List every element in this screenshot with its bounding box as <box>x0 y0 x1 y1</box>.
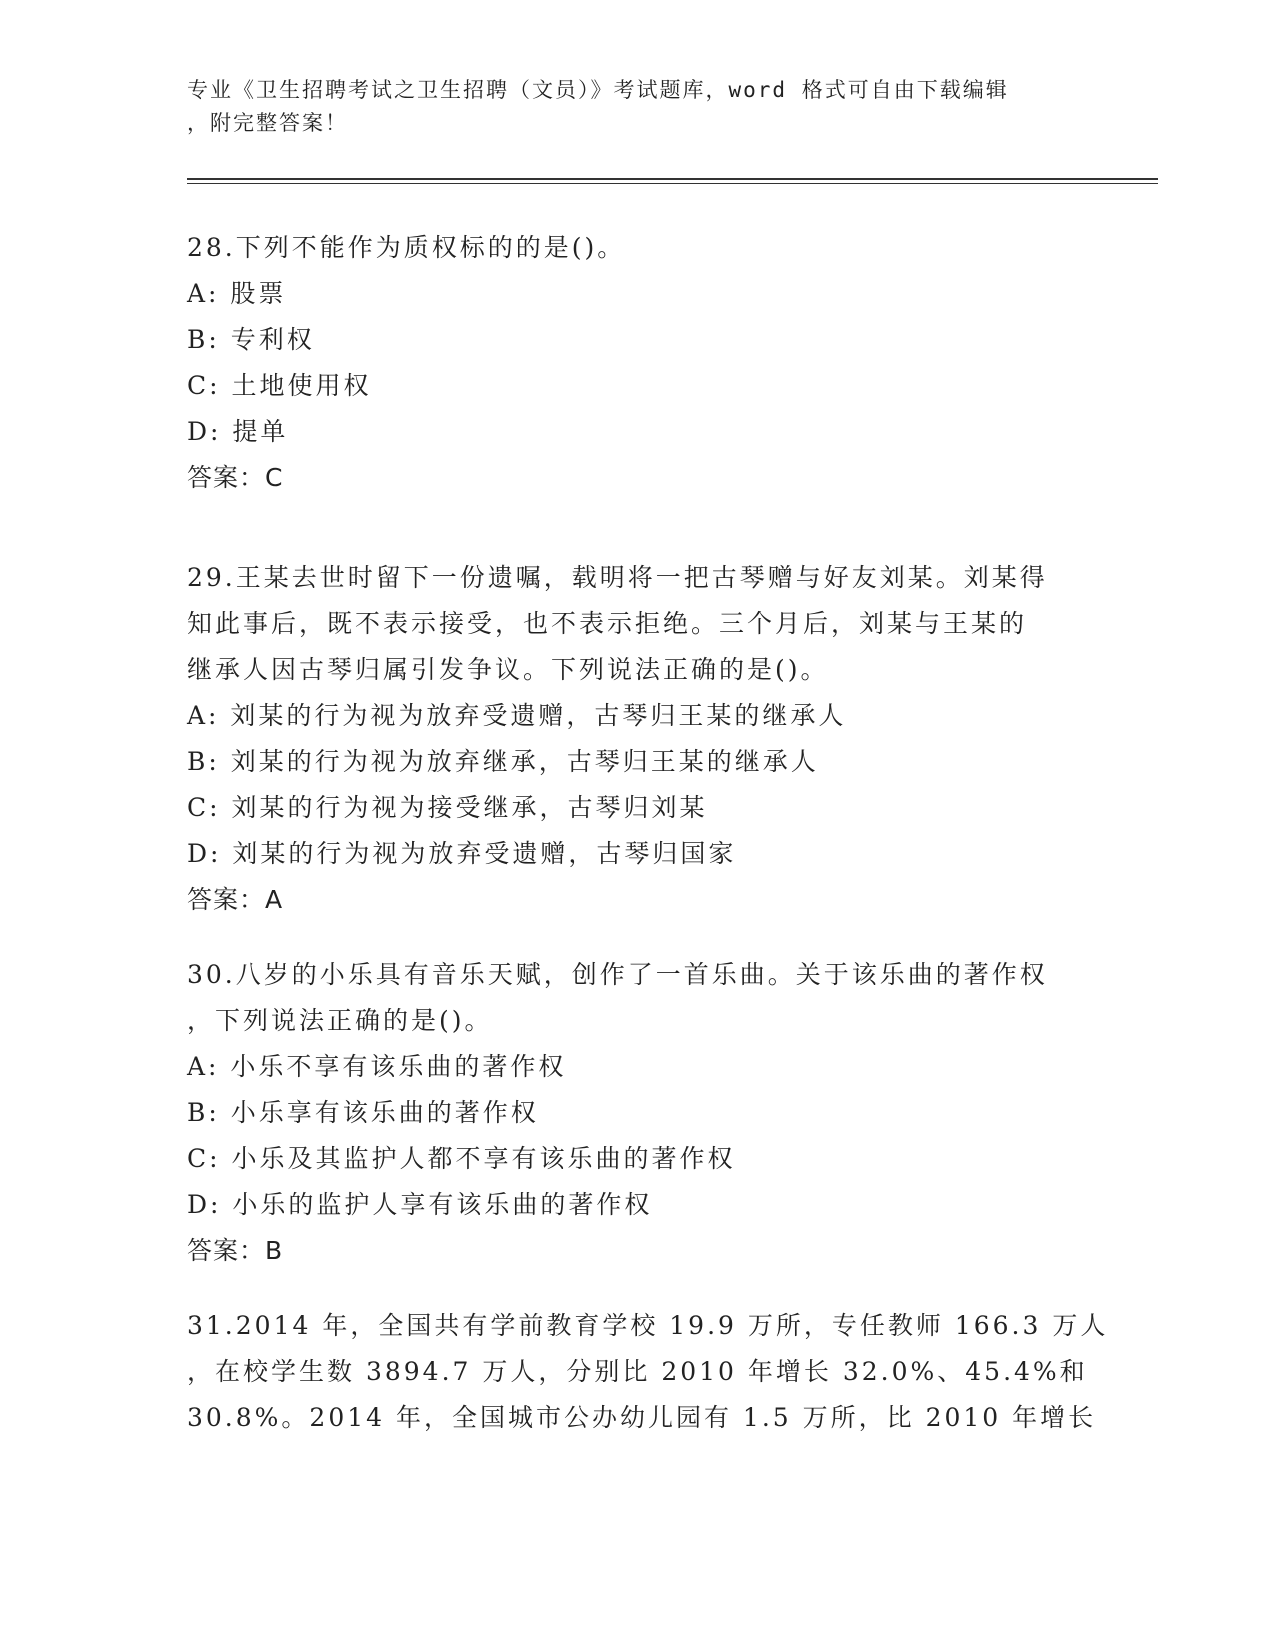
answer-line: 答案：C <box>187 463 284 492</box>
header-divider-thin <box>187 183 1158 184</box>
question-stem: 31.2014 年，全国共有学前教育学校 19.9 万所，专任教师 166.3 万人 <box>187 1311 1109 1340</box>
question-stem: ，下列说法正确的是()。 <box>187 1006 493 1035</box>
question-stem: 继承人因古琴归属引发争议。下列说法正确的是()。 <box>187 655 829 684</box>
answer-line: 答案：B <box>187 1236 284 1265</box>
question-31 <box>187 1303 1109 1441</box>
question-stem: 29.王某去世时留下一份遗嘱，载明将一把古琴赠与好友刘某。刘某得 <box>187 563 1048 592</box>
option-c: C: 小乐及其监护人都不享有该乐曲的著作权 <box>187 1144 736 1173</box>
option-d: D: 小乐的监护人享有该乐曲的著作权 <box>187 1190 653 1219</box>
option-d: D: 刘某的行为视为放弃受遗赠，古琴归国家 <box>187 839 737 868</box>
option-a: A: 刘某的行为视为放弃受遗赠，古琴归王某的继承人 <box>187 701 847 730</box>
option-c: C: 刘某的行为视为接受继承，古琴归刘某 <box>187 793 708 822</box>
question-29 <box>187 555 1087 923</box>
option-a: A: 小乐不享有该乐曲的著作权 <box>187 1052 567 1081</box>
answer-line: 答案：A <box>187 885 284 914</box>
document-header <box>187 74 1087 140</box>
question-28 <box>187 225 1087 501</box>
question-stem: 知此事后，既不表示接受，也不表示拒绝。三个月后，刘某与王某的 <box>187 609 1028 638</box>
option-b: B: 小乐享有该乐曲的著作权 <box>187 1098 539 1127</box>
option-b: B: 刘某的行为视为放弃继承，古琴归王某的继承人 <box>187 747 819 776</box>
header-line-1: 专业《卫生招聘考试之卫生招聘（文员）》考试题库，word 格式可自由下载编辑 <box>187 78 1009 102</box>
header-divider-thick <box>187 178 1158 180</box>
option-d: D: 提单 <box>187 417 289 446</box>
question-stem: 28.下列不能作为质权标的的是()。 <box>187 233 626 262</box>
header-line-2: ，附完整答案！ <box>187 111 348 135</box>
option-c: C: 土地使用权 <box>187 371 372 400</box>
option-b: B: 专利权 <box>187 325 315 354</box>
option-a: A: 股票 <box>187 279 287 308</box>
question-stem: ，在校学生数 3894.7 万人，分别比 2010 年增长 32.0%、45.4%和 <box>187 1357 1088 1386</box>
question-stem: 30.八岁的小乐具有音乐天赋，创作了一首乐曲。关于该乐曲的著作权 <box>187 960 1048 989</box>
question-30 <box>187 952 1087 1274</box>
question-stem: 30.8%。2014 年，全国城市公办幼儿园有 1.5 万所，比 2010 年增长 <box>187 1403 1097 1432</box>
